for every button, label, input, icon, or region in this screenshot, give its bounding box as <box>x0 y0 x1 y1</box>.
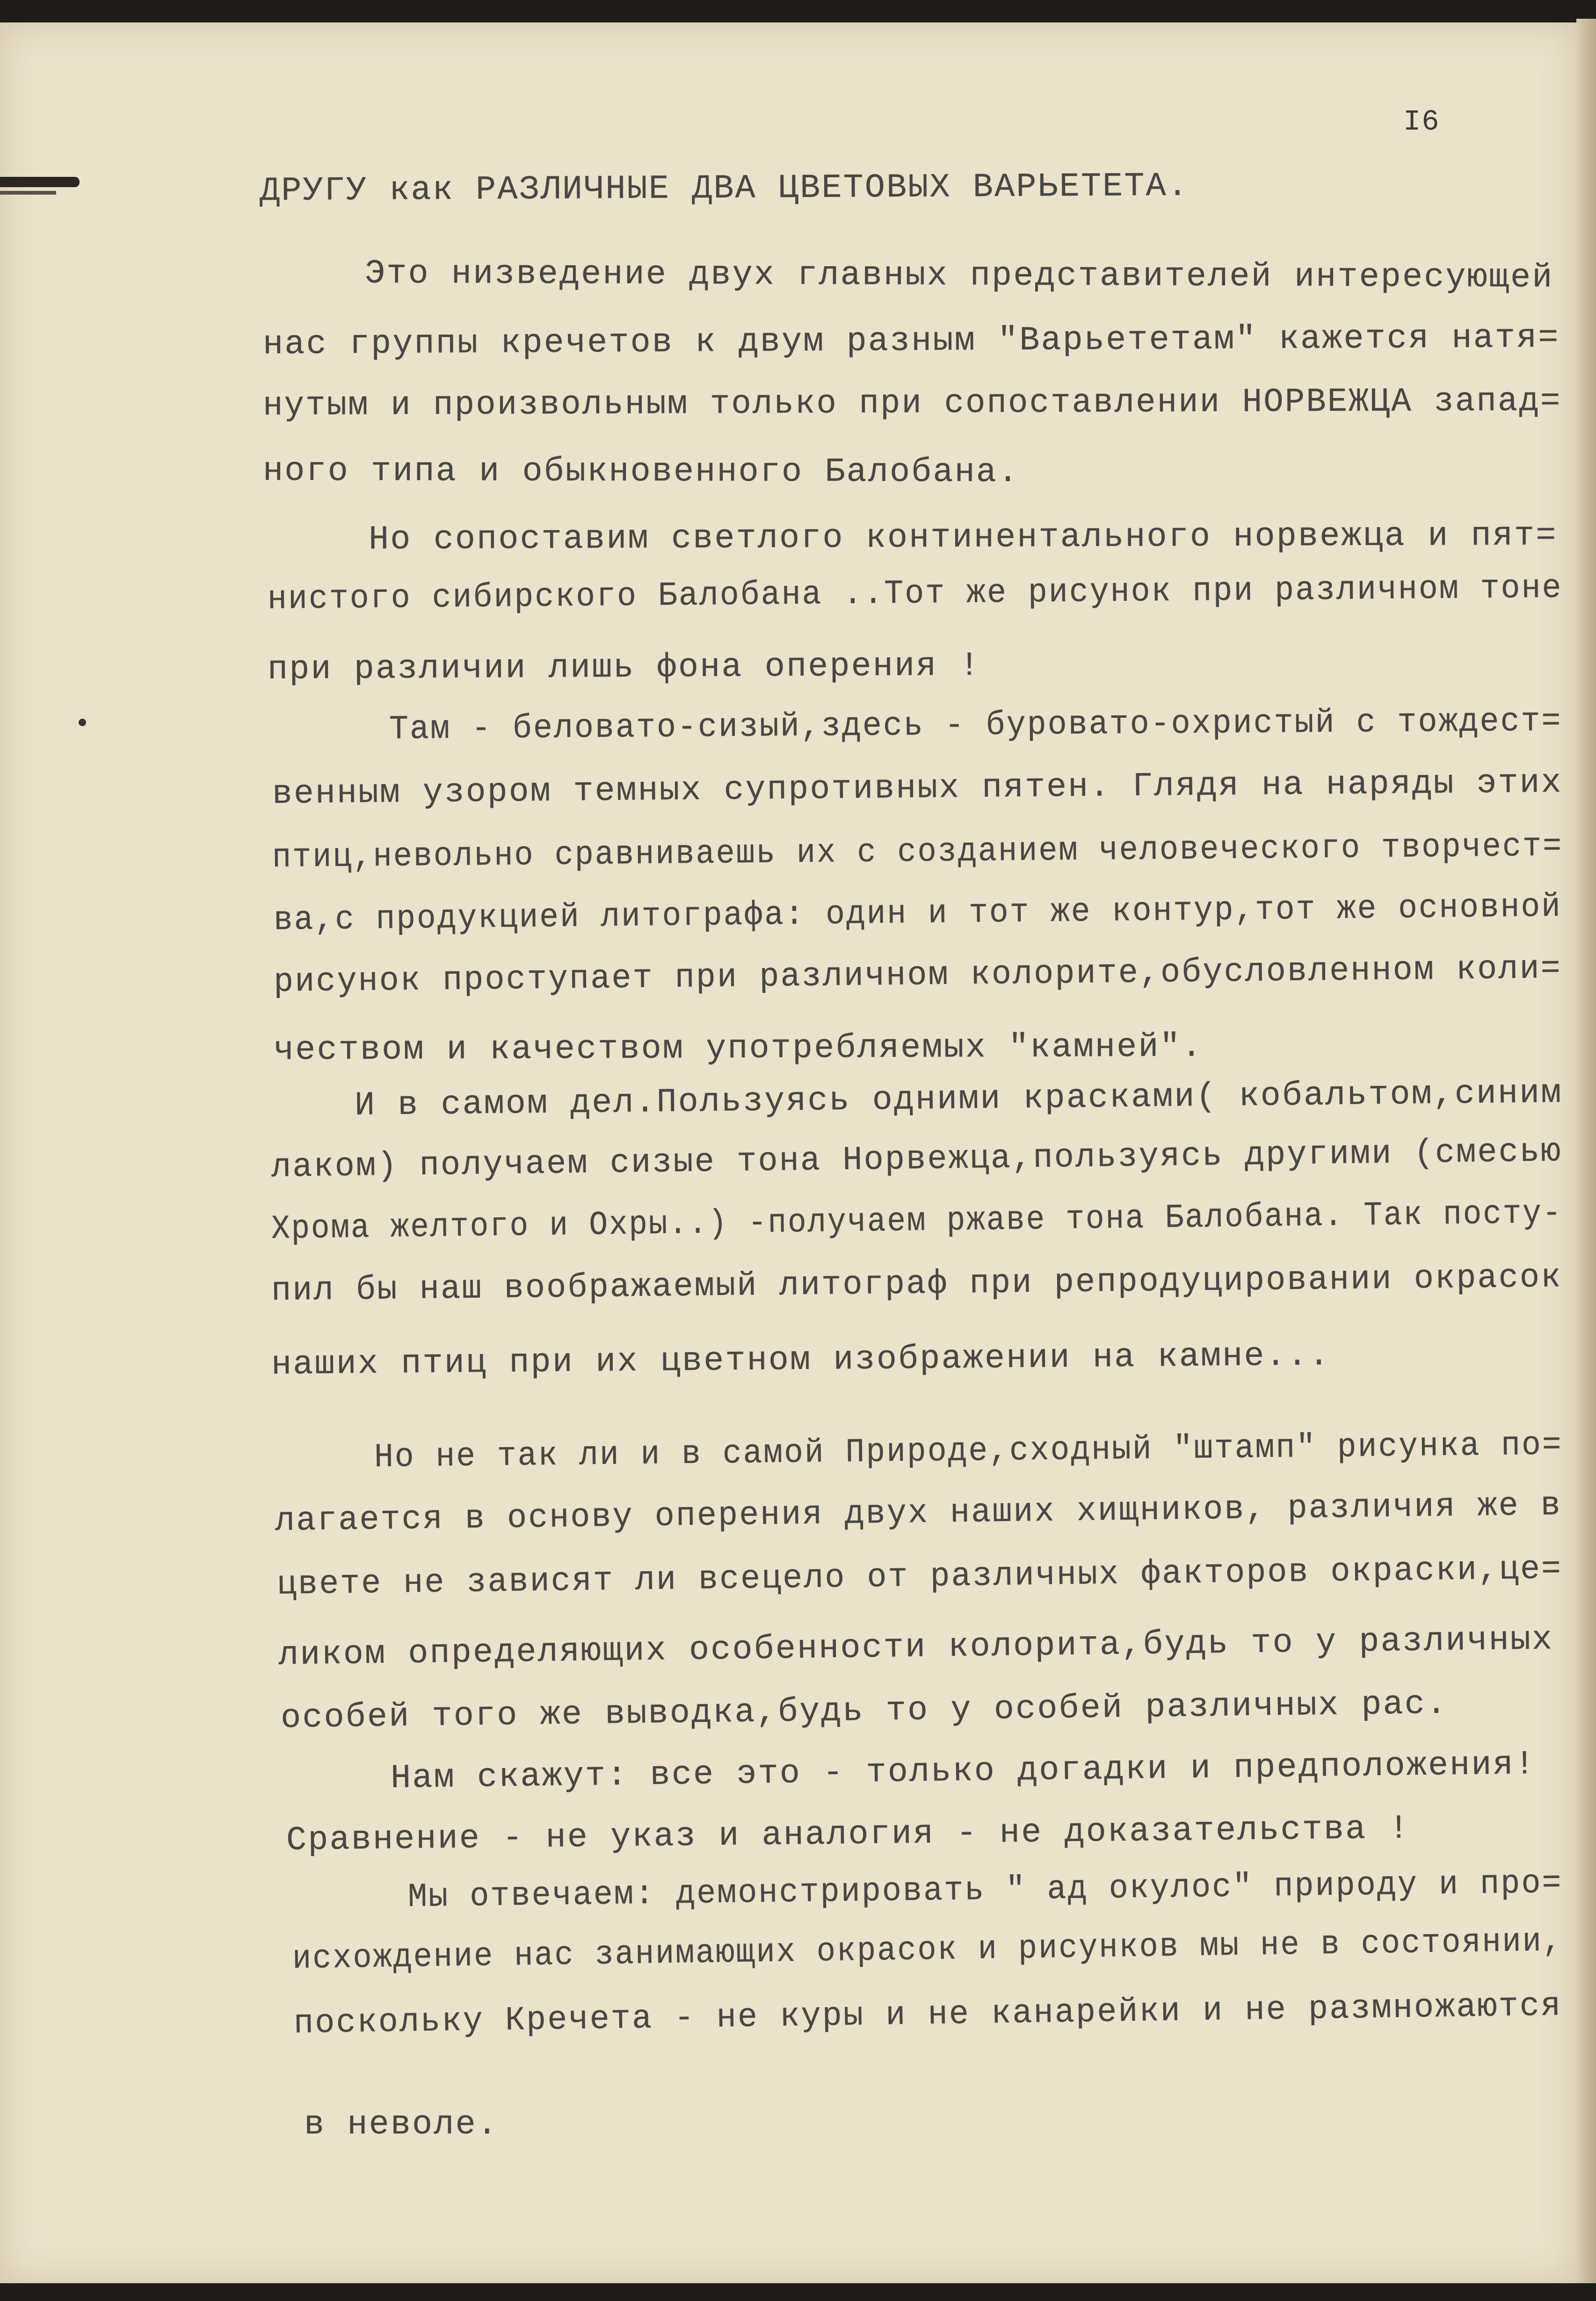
text-line: чеством и качеством употребляемых "камней". <box>273 1027 1204 1070</box>
scan-bottom-border <box>0 2283 1596 2301</box>
text-line: нас группы кречетов к двум разным "Варьететам" кажется натя= <box>262 318 1560 364</box>
text-line: рисунок проступает при различном колорите,обусловленном коли= <box>273 949 1562 1001</box>
text-line: Хрома желтого и Охры..) -получаем ржаве тона Балобана. Так посту- <box>271 1194 1563 1248</box>
binding-clip-mark <box>0 177 80 187</box>
section-heading: ДРУГУ как РАЗЛИЧНЫЕ ДВА ЦВЕТОВЫХ ВАРЬЕТЕТА. <box>259 167 1190 211</box>
text-line: исхождение нас занимающих окрасок и рисунков мы не в состоянии, <box>292 1922 1563 1978</box>
text-line: нутым и произвольным только при сопоставлении НОРВЕЖЦА запад= <box>262 382 1562 425</box>
text-line: ва,с продукцией литографа: один и тот же контур,тот же основной <box>273 888 1562 939</box>
text-line: лаком) получаем сизые тона Норвежца,пользуясь другими (смесью <box>271 1132 1562 1187</box>
text-line: нистого сибирского Балобана ..Тот же рисунок при различном тоне <box>267 568 1563 619</box>
text-line: ного типа и обыкновенного Балобана. <box>262 451 1020 492</box>
text-line: наших птиц при их цветном изображении на камне... <box>271 1336 1331 1384</box>
text-line: Там - беловато-сизый,здесь - буровато-охристый с тождест= <box>389 702 1562 749</box>
text-line: Но не так ли и в самой Природе,сходный "штамп" рисунка по= <box>374 1426 1563 1477</box>
text-line: Нам скажут: все это - только догадки и предположения! <box>390 1745 1537 1798</box>
text-line: И в самом дел.Пользуясь одними красками( кобальтом,синим <box>354 1073 1563 1125</box>
text-line: Это низведение двух главных представителей интересующей <box>364 254 1554 297</box>
text-line: поскольку Кречета - не куры и не канарейки и не размножаются <box>293 1987 1562 2043</box>
text-line: в неволе. <box>304 2105 499 2144</box>
text-line: Но сопоставим светлого континентального норвежца и пят= <box>368 516 1558 559</box>
text-line: при различии лишь фона оперения ! <box>267 647 981 689</box>
text-line: пил бы наш воображаемый литограф при репродуцировании окрасок <box>271 1258 1562 1310</box>
text-line: птиц,невольно сравниваешь их с созданием человеческого творчест= <box>272 827 1563 877</box>
text-line: Сравнение - не указ и аналогия - не доказательства ! <box>286 1809 1411 1860</box>
ink-dot-mark <box>79 719 86 726</box>
text-line: особей того же выводка,будь то у особей различных рас. <box>280 1684 1448 1738</box>
text-line: лагается в основу оперения двух наших хищников, различия же в <box>275 1486 1562 1540</box>
binding-shadow-mark <box>0 191 56 195</box>
scan-top-border <box>0 0 1596 22</box>
text-line: цвете не зависят ли всецело от различных факторов окраски,це= <box>276 1550 1563 1604</box>
page-number: I6 <box>1403 105 1440 138</box>
text-line: венным узором темных супротивных пятен. Глядя на наряды этих <box>272 763 1563 813</box>
text-line: Мы отвечаем: демонстрировать " ад окулос" природу и про= <box>407 1864 1563 1916</box>
page-stack-edge <box>1576 19 1596 2286</box>
text-line: ликом определяющих особенности колорита,будь то у различных <box>278 1620 1554 1675</box>
